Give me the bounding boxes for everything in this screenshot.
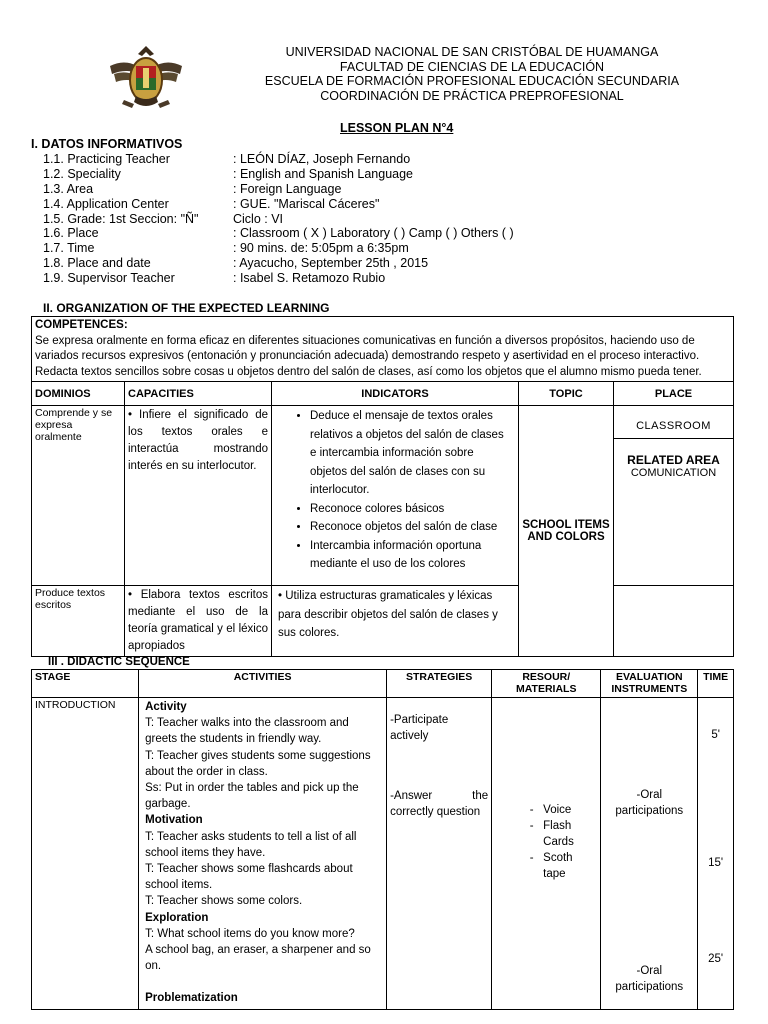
place-value: CLASSROOM: [614, 414, 733, 439]
institution-header: [230, 45, 714, 103]
col-evaluation: EVALUATION INSTRUMENTS: [601, 670, 698, 698]
resource-item: - Flash Cards: [543, 818, 597, 850]
header-line: ESCUELA DE FORMACIÓN PROFESIONAL EDUCACIÓN SECUNDARIA: [264, 74, 680, 89]
header-line: COORDINACIÓN DE PRÁCTICA PREPROFESIONAL: [320, 88, 624, 103]
indicator-item: • Deduce el mensaje de textos orales relativos a objetos del salón de clases e intercambia información sobre objetos del salón de clases con su interlocutor.: [310, 407, 510, 500]
info-key: 1.7. Time: [43, 241, 95, 256]
evaluation-item: -Oral participations: [615, 965, 684, 993]
lesson-plan-title: LESSON PLAN N°4: [340, 121, 454, 135]
competences-cell: [32, 317, 734, 382]
row1-indicators: [272, 406, 519, 586]
col-place: PLACE: [614, 382, 734, 406]
activity-line: T: What school items do you know more?: [145, 927, 355, 940]
resource-list: [495, 802, 597, 882]
col-resources: RESOUR/ MATERIALS: [492, 670, 601, 698]
section-3-heading: III . DIDACTIC SEQUENCE: [48, 656, 190, 668]
col-activities: ACTIVITIES: [139, 670, 387, 698]
activity-line: T: Teacher asks students to tell a list of all school items they have.: [145, 830, 357, 859]
activity-line: T: Teacher walks into the classroom and greets the students in friendly way.: [145, 717, 349, 746]
exploration-heading: Exploration: [145, 911, 209, 924]
activities-cell: [139, 698, 387, 1010]
place-empty-cell: [614, 586, 734, 657]
row1-domain: Comprende y se expresa oralmente: [32, 406, 125, 586]
strategy-item: -Answer the correctly question: [390, 790, 489, 818]
info-key: 1.5. Grade: 1st Seccion: "Ñ": [43, 211, 199, 226]
header-line: UNIVERSIDAD NACIONAL DE SAN CRISTÓBAL DE HUAMANGA: [285, 45, 659, 59]
resource-item: - Voice: [543, 802, 597, 818]
activity-line: T: Teacher shows some flashcards about school items.: [145, 863, 353, 892]
col-stage: STAGE: [32, 670, 139, 698]
stage-cell: INTRODUCTION: [32, 698, 139, 1010]
row1-capacity: • Infiere el significado de los textos orales e interactúa mostrando interés en su interlocutor.: [125, 406, 272, 586]
activity-line: T: Teacher shows some colors.: [145, 895, 303, 908]
time-value: 25': [708, 953, 724, 965]
info-value: : Isabel S. Retamozo Rubio: [233, 271, 386, 286]
row2-capacity: • Elabora textos escritos mediante el uso de la teoría gramatical y el léxico apropiados: [125, 586, 272, 657]
info-key: 1.4. Application Center: [43, 196, 169, 211]
info-value: : English and Spanish Language: [233, 166, 414, 181]
row1-capacity-text: Infiere el significado de los textos orales e interactúa mostrando interés en su interlocutor.: [128, 409, 268, 472]
place-cell: [614, 406, 734, 586]
competences-label: COMPETENCES:: [35, 319, 128, 331]
resource-item: - Scoth tape: [543, 850, 597, 882]
row2-domain: Produce textos escritos: [32, 586, 125, 657]
indicator-item: • Reconoce objetos del salón de clase: [310, 518, 510, 537]
learning-table: [31, 316, 734, 657]
problematization-heading: Problematization: [145, 992, 238, 1005]
col-indicators: INDICATORS: [272, 382, 519, 406]
info-key: 1.3. Area: [43, 181, 94, 196]
row2-capacity-text: Elabora textos escritos mediante el uso de la teoría gramatical y el léxico apropiados: [128, 589, 268, 652]
info-value: : LEÓN DÍAZ, Joseph Fernando: [233, 152, 411, 166]
info-key: 1.2. Speciality: [43, 166, 121, 181]
info-value: : GUE. "Mariscal Cáceres": [233, 196, 380, 211]
related-area-value: COMUNICATION: [630, 467, 717, 479]
row2-indicator-text: Utiliza estructuras gramaticales y léxicas para describir objetos del salón de clases y sus colores.: [278, 590, 498, 639]
info-value: : Foreign Language: [233, 181, 342, 196]
indicator-item: • Reconoce colores básicos: [310, 500, 510, 519]
info-value: : 90 mins. de: 5:05pm a 6:35pm: [233, 241, 409, 256]
university-seal-icon: [106, 44, 186, 114]
section-1-heading: I. DATOS INFORMATIVOS: [31, 137, 183, 151]
info-value: : Ayacucho, September 25th , 2015: [233, 256, 429, 271]
info-key: 1.6. Place: [43, 226, 99, 241]
activity-line: A school bag, an eraser, a sharpener and so on.: [145, 944, 371, 973]
strategies-cell: [387, 698, 492, 1010]
indicator-item: • Intercambia información oportuna mediante el uso de los colores: [310, 537, 510, 574]
evaluation-item: -Oral participations: [615, 789, 684, 817]
info-key: 1.1. Practicing Teacher: [43, 152, 170, 166]
info-key: 1.9. Supervisor Teacher: [43, 271, 175, 286]
col-topic: TOPIC: [519, 382, 614, 406]
related-area-label: RELATED AREA: [627, 453, 720, 467]
row2-indicator: • Utiliza estructuras gramaticales y léxicas para describir objetos del salón de clases y sus colores.: [272, 586, 519, 657]
indicator-list: [292, 407, 510, 574]
time-value: 15': [708, 857, 724, 869]
strategy-item: -Participate actively: [390, 714, 449, 742]
competences-text: Se expresa oralmente en forma eficaz en diferentes situaciones comunicativas en función a diversos propósitos, haciendo uso de variados recursos expresivos (entonación y pronunciación adecuada) demostrando respeto y asertividad en el proceso interactivo.: [35, 334, 700, 362]
didactic-table: [31, 669, 734, 1010]
col-strategies: STRATEGIES: [387, 670, 492, 698]
info-key: 1.8. Place and date: [43, 256, 151, 271]
col-capacities: CAPACITIES: [125, 382, 272, 406]
motivation-heading: Motivation: [145, 814, 203, 827]
header-line: FACULTAD DE CIENCIAS DE LA EDUCACIÓN: [339, 59, 605, 74]
activity-line: T: Teacher gives students some suggestions about the order in class.: [145, 749, 371, 778]
time-value: 5': [711, 729, 720, 741]
col-dominios: DOMINIOS: [32, 382, 125, 406]
info-value: : Classroom ( X ) Laboratory ( ) Camp ( ) Others ( ): [233, 226, 514, 241]
activity-line: Ss: Put in order the tables and pick up the garbage.: [145, 782, 359, 811]
section-2-heading: II. ORGANIZATION OF THE EXPECTED LEARNING: [43, 301, 330, 315]
activity-heading: Activity: [145, 701, 187, 713]
evaluation-cell: [601, 698, 698, 1010]
info-value: Ciclo : VI: [233, 211, 284, 226]
resources-cell: [492, 698, 601, 1010]
topic-cell: SCHOOL ITEMS AND COLORS: [519, 406, 614, 657]
time-cell: [698, 698, 734, 1010]
col-time: TIME: [698, 670, 734, 698]
competences-text: Redacta textos sencillos sobre cosas u objetos dentro del salón de clases, así como los objetos que el alumno mismo pueda tener.: [35, 365, 702, 378]
